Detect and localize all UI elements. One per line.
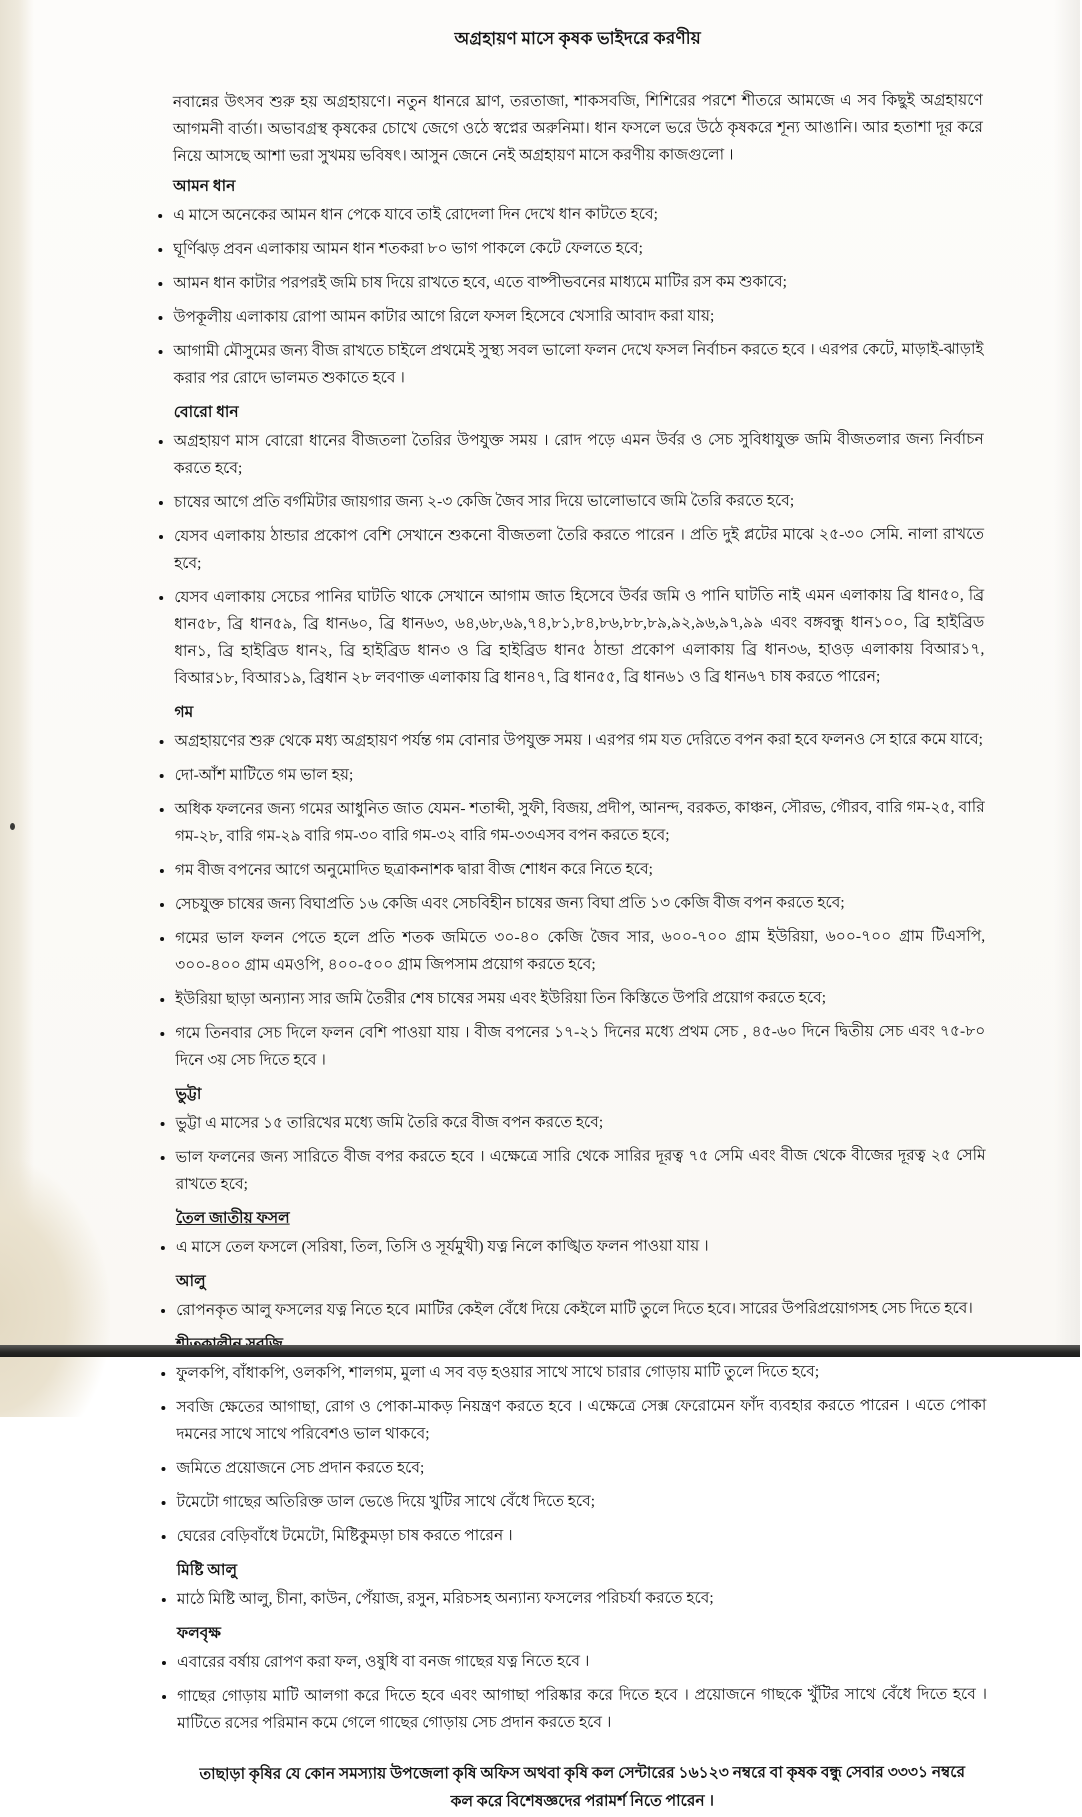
- list-item: • এ মাসে তেল ফসলে (সরিষা, তিল, তিসি ও সূর্যমুখী) যত্ন নিলে কাঙ্খিত ফলন পাওয়া যায় ।: [176, 1232, 986, 1261]
- list-item: • অগ্রহায়ণ মাস বোরো ধানের বীজতলা তৈরির উপযুক্ত সময় । রোদ পড়ে এমন উর্বর ও সেচ সুবিধাযুক্ত জমি বীজতলার জন্য নির্বাচন করতে হবে;: [174, 426, 984, 482]
- list-item: • গমে তিনবার সেচ দিলে ফলন বেশি পাওয়া যায় । বীজ বপনের ১৭-২১ দিনের মধ্যে প্রথম সেচ , ৪৫-৬০ দিনে দ্বিতীয় সেচ এবং ৭৫-৮০ দিনে ৩য় সেচ দিতে হবে ।: [175, 1018, 985, 1074]
- list-item: • চাষের আগে প্রতি বর্গমিটার জায়গার জন্য ২-৩ কেজি জৈব সার দিয়ে ভালোভাবে জমি তৈরি করতে হবে;: [174, 487, 984, 516]
- list-item: • টমেটো গাছের অতিরিক্ত ডাল ভেঙে দিয়ে খুটির সাথে বেঁধে দিতে হবে;: [177, 1487, 987, 1516]
- section-bullet-list: [176, 1232, 986, 1261]
- section-heading: ফলবৃক্ষ: [176, 1624, 221, 1642]
- section-heading: ভুট্টা: [175, 1085, 202, 1103]
- section-bullet-list: [175, 726, 986, 1074]
- list-item: • অগ্রহায়ণের শুরু থেকে মধ্য অগ্রহায়ণ পর্যন্ত গম বোনার উপযুক্ত সময় । এরপর গম যত দেরিতে বপন করা হবে ফলনও সে হারে কমে যাবে;: [175, 726, 985, 755]
- sections: [173, 171, 987, 1737]
- scan-speck-artifact: [10, 823, 15, 830]
- list-item: • আমন ধান কাটার পরপরই জমি চাষ দিয়ে রাখতে হবে, এতে বাষ্পীভবনের মাধ্যমে মাটির রস কম শুকাবে;: [173, 268, 983, 297]
- list-item: • ঘূর্ণিঝড় প্রবন এলাকায় আমন ধান শতকরা ৮০ ভাগ পাকলে কেটে ফেলতে হবে;: [173, 234, 983, 263]
- list-item: • ফুলকপি, বাঁধাকপি, ওলকপি, শালগম, মুলা এ সব বড় হওয়ার সাথে সাথে চারার গোড়ায় মাটি তুলে দিতে হবে;: [176, 1358, 986, 1387]
- list-item: • দো-আঁশ মাটিতে গম ভাল হয়;: [175, 760, 985, 789]
- list-item: • আগামী মৌসুমের জন্য বীজ রাখতে চাইলে প্রথমেই সুস্থ্য সবল ভালো ফলন দেখে ফসল নির্বাচন করতে হবে । এরপর কেটে, মাড়াই-ঝাড়াই করার পর রোদে ভালমত শুকাতে হবে ।: [174, 336, 984, 392]
- section-heading: বোরো ধান: [173, 403, 239, 421]
- list-item: • জমিতে প্রয়োজনে সেচ প্রদান করতে হবে;: [176, 1453, 986, 1482]
- section-heading: আমন ধান: [173, 177, 236, 195]
- list-item: • অধিক ফলনের জন্য গমের আধুনিত জাত যেমন- শতাব্দী, সুফী, বিজয়, প্রদীপ, আনন্দ, বরকত, কাঞ্চন, সৌরভ, গৌরব, বারি গম-২৫, বারি গম-২৮, বারি গম-২৯ বারি গম-৩০ বারি গম-৩২ বারি গম-৩৩এসব বপন করতে হবে;: [175, 794, 985, 850]
- section-heading: গম: [174, 703, 194, 721]
- list-item: • উপকূলীয় এলাকায় রোপা আমন কাটার আগে রিলে ফসল হিসেবে খেসারি আবাদ করা যায়;: [173, 302, 983, 331]
- list-item: • যেসব এলাকায় সেচের পানির ঘাটতি থাকে সেখানে আগাম জাত হিসেবে উর্বর জমি ও পানি ঘাটতি নাই এমন এলাকায় ব্রি ধান৫০, ব্রি ধান৫৮, ব্রি ধান৫৯, ব্রি ধান৬০, ব্রি ধান৬৩, ৬৪,৬৮,৬৯,৭৪,৮১,৮৪,৮৬,৮৮,৮৯,৯২,৯৬,৯৭,৯৯ এবং বঙ্গবন্ধু ধান১০০, ব্রি হাইব্রিড ধান১, ব্রি হাইব্রিড ধান২, ব্রি হাইব্রিড ধান৩ ও ব্রি হাইব্রিড ধান৫ ঠান্ডা প্রকোপ এলাকায় ব্রি ধান৩৬, হাওড় এলাকায় বিআর১৭, বিআর১৮, বিআর১৯, ব্রিধান ২৮ লবণাক্ত এলাকায় ব্রি ধান৪৭, ব্রি ধান৫৫, ব্রি ধান৬১ ও ব্রি ধান৬৭ চাষ করতে পারেন;: [174, 582, 984, 692]
- section-bullet-list: [176, 1295, 986, 1324]
- list-item: • ঘেরের বেড়িবাঁধে টমেটো, মিষ্টিকুমড়া চাষ করতে পারেন ।: [177, 1521, 987, 1550]
- list-item: • যেসব এলাকায় ঠান্ডার প্রকোপ বেশি সেখানে শুকনো বীজতলা তৈরি করতে পারেন । প্রতি দুই প্লটের মাঝে ২৫-৩০ সেমি. নালা রাখতে হবে;: [174, 521, 984, 577]
- footer-note: তাছাড়া কৃষির যে কোন সমস্যায় উপজেলা কৃষি অফিস অথবা কৃষি কল সেন্টারের ১৬১২৩ নম্বরে বা কৃষক বন্ধু সেবার ৩৩৩১ নম্বরে কল করে বিশেষজ্ঞদের পরামর্শ নিতে পারেন ।: [199, 1763, 966, 1811]
- list-item: • এ মাসে অনেকের আমন ধান পেকে যাবে তাই রোদেলা দিন দেখে ধান কাটতে হবে;: [173, 200, 983, 229]
- list-item: • মাঠে মিষ্টি আলু, চীনা, কাউন, পেঁয়াজ, রসুন, মরিচসহ অন্যান্য ফসলের পরিচর্যা করতে হবে;: [177, 1584, 987, 1613]
- list-item: • রোপনকৃত আলু ফসলের যত্ন নিতে হবে ।মাটির কেইল বেঁধে দিয়ে কেইলে মাটি তুলে দিতে হবে। সারের উপরিপ্রয়োগসহ সেচ দিতে হবে।: [176, 1295, 986, 1324]
- list-item: • ইউরিয়া ছাড়া অন্যান্য সার জমি তৈরীর শেষ চাষের সময় এবং ইউরিয়া তিন কিস্তিতে উপরি প্রয়োগ করতে হবে;: [175, 984, 985, 1013]
- list-item: • সবজি ক্ষেতের আগাছা, রোগ ও পোকা-মাকড় নিয়ন্ত্রণ করতে হবে । এক্ষেত্রে সেক্স ফেরোমেন ফাঁদ ব্যবহার করতে পারেন । এতে পোকা দমনের সাথে সাথে পরিবেশও ভাল থাকবে;: [176, 1392, 986, 1448]
- scan-edge-right: [1054, 0, 1080, 1357]
- list-item: • ভাল ফলনের জন্য সারিতে বীজ বপর করতে হবে । এক্ষেত্রে সারি থেকে সারির দূরত্ব ৭৫ সেমি এবং বীজ থেকে বীজের দূরত্ব ২৫ সেমি রাখতে হবে;: [176, 1142, 986, 1198]
- section-bullet-list: [177, 1647, 987, 1737]
- intro-paragraph: নবান্নের উৎসব শুরু হয় অগ্রহায়ণে। নতুন ধানরে ঘ্রাণ, তরতাজা, শাকসবজি, শিশিরের পরশে শীতরে আমজে এ সব কিছুই অগ্রহায়ণে আগমনী বার্তা। অভাবগ্রস্থ কৃষকের চোখে জেগে ওঠে স্বপ্নের অরুনিমা। ধান ফসলে ভরে উঠে কৃষকরে শূন্য আঙানি। আর হতাশা দূর করে নিয়ে আসছে আশা ভরা সুখময় ভবিষৎ। আসুন জেনে নেই অগ্রহায়ণ মাসে করণীয় কাজগুলো ।: [172, 91, 983, 165]
- list-item: • এবারের বর্ষায় রোপণ করা ফল, ওষুধি বা বনজ গাছের যত্ন নিতে হবে ।: [177, 1647, 987, 1676]
- section-heading: আলু: [175, 1272, 206, 1290]
- scan-edge-left: [0, 0, 34, 1357]
- section-bullet-list: [174, 426, 985, 692]
- section-heading: মিষ্টি আলু: [176, 1561, 238, 1579]
- scan-bottom-band: [0, 1345, 1080, 1357]
- section-bullet-list: [176, 1358, 986, 1550]
- list-item: • গাছের গোড়ায় মাটি আলগা করে দিতে হবে এবং আগাছা পরিষ্কার করে দিতে হবে । প্রয়োজনে গাছকে খুঁটির সাথে বেঁধে দিতে হবে । মাটিতে রসের পরিমান কমে গেলে গাছের গোড়ায় সেচ প্রদান করতে হবে ।: [177, 1681, 987, 1737]
- page-title: অগ্রহায়ণ মাসে কৃষক ভাইদরে করণীয়: [454, 28, 702, 49]
- list-item: • সেচযুক্ত চাষের জন্য বিঘাপ্রতি ১৬ কেজি এবং সেচবিহীন চাষের জন্য বিঘা প্রতি ১৩ কেজি বীজ বপন করতে হবে;: [175, 889, 985, 918]
- scan-corner-artifact: [0, 1157, 110, 1417]
- list-item: • ভুট্টা এ মাসের ১৫ তারিখের মধ্যে জমি তৈরি করে বীজ বপন করতে হবে;: [176, 1108, 986, 1137]
- list-item: • গমের ভাল ফলন পেতে হলে প্রতি শতক জমিতে ৩০-৪০ কেজি জৈব সার, ৬০০-৭০০ গ্রাম ইউরিয়া, ৬০০-৭০০ গ্রাম টিএসপি, ৩০০-৪০০ গ্রাম এমওপি, ৪০০-৫০০ গ্রাম জিপসাম প্রয়োগ করতে হবে;: [175, 923, 985, 979]
- list-item: • গম বীজ বপনের আগে অনুমোদিত ছত্রাকনাশক দ্বারা বীজ শোধন করে নিতে হবে;: [175, 855, 985, 884]
- section-bullet-list: [173, 200, 983, 392]
- section-heading: তৈল জাতীয় ফসল: [175, 1209, 290, 1227]
- section-bullet-list: [177, 1584, 987, 1613]
- section-bullet-list: [176, 1108, 986, 1198]
